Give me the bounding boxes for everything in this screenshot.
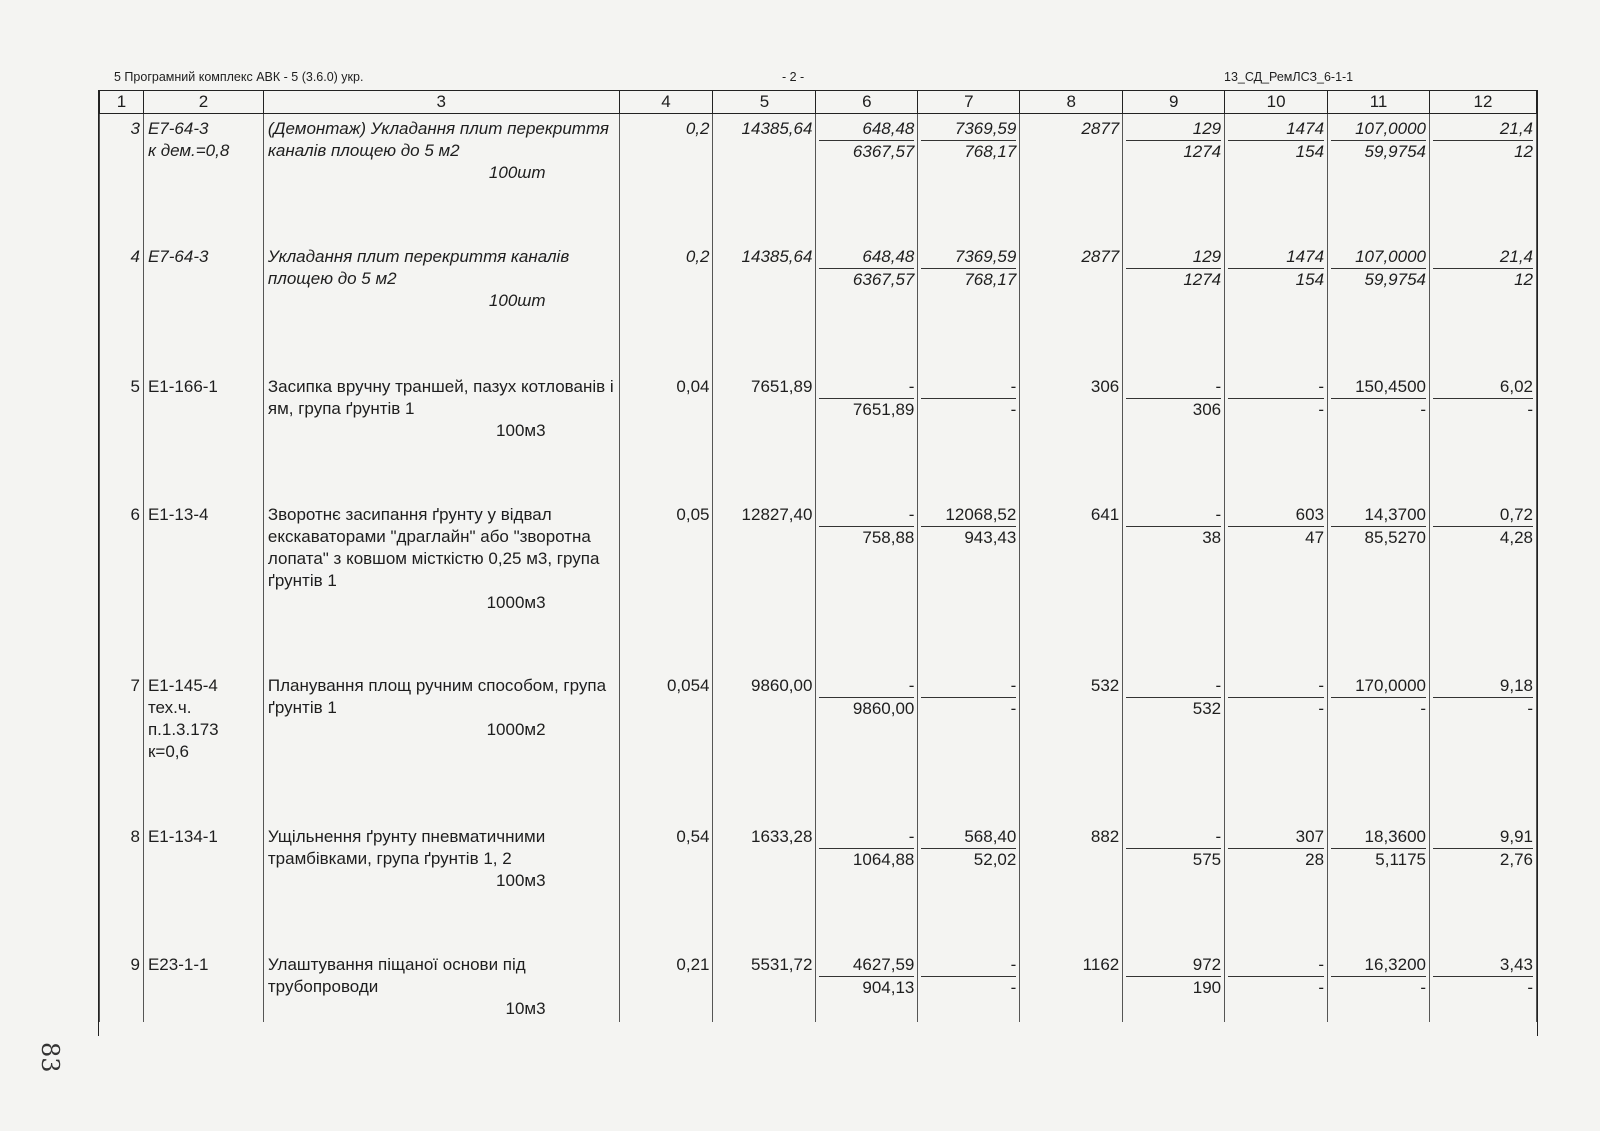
cell-bottom-value: - [1527,399,1533,419]
cell-top-value: 4627,59 [819,954,914,977]
norm-code-text: Е7-64-3 [147,246,209,266]
column-header: 11 [1328,91,1430,114]
software-header: 5 Програмний комплекс АВК - 5 (3.6.0) укр. [114,70,364,84]
cell-top-value: 7369,59 [921,246,1016,269]
unit-of-measure: 10м3 [505,998,546,1018]
unit-cost-value: 7651,89 [750,376,813,396]
column-header: 5 [713,91,816,114]
cell-bottom-value: - [1527,977,1533,997]
cell-bottom-value: 190 [1192,977,1222,997]
cost-col-6 [816,950,918,1022]
row-number-text: 8 [130,826,140,846]
row-number [100,950,144,1022]
cell-bottom-value: 1274 [1183,269,1222,289]
quantity-value: 0,054 [666,675,710,695]
cell-top-value: - [1228,675,1324,698]
quantity [619,372,713,500]
cell-top-value: 129 [1126,246,1221,269]
cell-bottom-value: - [1010,399,1017,419]
work-description-text: Ущільнення ґрунту пневматичними трамбівками, група ґрунтів 1, 2 [267,826,546,868]
column-number-row [100,91,1537,114]
total-col-8 [1020,372,1123,500]
quantity [619,950,713,1022]
cell-top-value: 107,0000 [1331,118,1426,141]
cell-bottom-value: 306 [1192,399,1222,419]
quantity-value: 0,21 [676,954,710,974]
work-description-text: (Демонтаж) Укладання плит перекриття каналів площею до 5 м2 [267,119,610,160]
cell-top-value: 7369,59 [921,118,1016,141]
cell-top-value: 107,0000 [1331,246,1426,269]
cell-bottom-value: 4,28 [1499,527,1533,547]
work-description [263,822,619,950]
work-description [263,950,619,1022]
table-row [100,822,1537,950]
column-header: 1 [100,91,144,114]
unit-cost [713,671,816,822]
quantity [619,500,713,671]
table-row [100,242,1537,372]
work-description [263,500,619,671]
cell-top-value: 21,4 [1433,246,1533,269]
cell-top-value: 9,91 [1433,826,1533,849]
cell-bottom-value: - [1318,698,1325,718]
cell-top-value: - [819,504,914,527]
labor-col-12 [1430,671,1537,822]
row-number-text: 9 [130,954,140,974]
cell-bottom-value: 575 [1192,849,1222,869]
cell-bottom-value: - [1420,399,1426,419]
column-header: 2 [143,91,263,114]
row-number-text: 5 [130,376,140,396]
work-description-text: Планування площ ручним способом, група ґрунтів 1 [267,675,607,717]
cell-bottom-value: - [1010,698,1017,718]
cell-top-value: - [819,826,914,849]
work-description-text: Улаштування піщаної основи під трубопроводи [267,954,526,996]
labor-col-11 [1328,114,1430,242]
quantity-value: 0,54 [676,826,710,846]
cell-bottom-value: 85,5270 [1364,527,1426,547]
cell-top-value: 568,40 [921,826,1016,849]
cell-top-value: 648,48 [819,246,914,269]
cost-col-6 [816,671,918,822]
labor-col-11 [1328,822,1430,950]
norm-code-text: Е23-1-1 [147,954,209,974]
cell-bottom-value: 47 [1305,527,1325,547]
unit-of-measure: 100шт [488,290,546,310]
quantity-value: 0,2 [685,119,710,138]
cost-col-6 [816,822,918,950]
cell-top-value: 6,02 [1433,376,1533,399]
cost-col-10 [1225,372,1328,500]
norm-code-text: Е1-134-1 [147,826,218,846]
cell-bottom-value: 904,13 [862,977,915,997]
cell-top-value: 14,3700 [1331,504,1426,527]
column-header: 4 [619,91,713,114]
cell-bottom-value: 6367,57 [852,142,915,161]
total-value: 2877 [1081,119,1120,138]
quantity-value: 0,04 [676,376,710,396]
unit-cost [713,242,816,372]
cell-bottom-value: 9860,00 [852,698,915,718]
total-col-8 [1020,822,1123,950]
total-value: 641 [1090,504,1120,524]
cell-top-value: 0,72 [1433,504,1533,527]
quantity [619,822,713,950]
cost-col-7 [918,500,1020,671]
column-header: 3 [263,91,619,114]
table-row [100,500,1537,671]
cell-bottom-value: 6367,57 [852,269,915,289]
cost-col-9 [1123,500,1225,671]
cell-bottom-value: - [1010,977,1017,997]
row-number-text: 6 [130,504,140,524]
cell-top-value: - [921,376,1016,399]
cell-top-value: 3,43 [1433,954,1533,977]
labor-col-11 [1328,950,1430,1022]
row-number [100,372,144,500]
cell-top-value: 603 [1228,504,1324,527]
cell-bottom-value: 28 [1305,849,1325,869]
row-number [100,500,144,671]
row-number [100,242,144,372]
cell-bottom-value: 52,02 [973,849,1017,869]
table-row [100,114,1537,242]
cost-col-6 [816,372,918,500]
total-value: 306 [1090,376,1120,396]
row-number [100,822,144,950]
norm-code [143,242,263,372]
norm-code-text: Е1-145-4 тех.ч. п.1.3.173 к=0,6 [147,675,219,761]
unit-cost-value: 14385,64 [741,119,813,138]
cost-col-7 [918,114,1020,242]
column-header: 12 [1430,91,1537,114]
cell-bottom-value: 768,17 [964,142,1017,161]
cell-bottom-value: 532 [1192,698,1222,718]
cell-top-value: 129 [1126,118,1221,141]
row-number [100,671,144,822]
cell-top-value: 1474 [1228,118,1324,141]
cost-col-9 [1123,372,1225,500]
cell-top-value: - [1126,376,1221,399]
cost-col-10 [1225,242,1328,372]
row-number [100,114,144,242]
norm-code [143,950,263,1022]
unit-cost-value: 1633,28 [750,826,813,846]
cell-top-value: - [921,954,1016,977]
cost-col-10 [1225,500,1328,671]
unit-cost-value: 12827,40 [741,504,813,524]
total-value: 532 [1090,675,1120,695]
norm-code [143,114,263,242]
unit-cost-value: 9860,00 [750,675,813,695]
cost-col-7 [918,242,1020,372]
cell-top-value: 307 [1228,826,1324,849]
labor-col-12 [1430,114,1537,242]
total-col-8 [1020,950,1123,1022]
cell-bottom-value: 154 [1295,269,1325,289]
svg-text:83: 83 [36,1042,64,1073]
unit-cost [713,372,816,500]
cell-top-value: 972 [1126,954,1221,977]
unit-of-measure: 100м3 [496,870,546,890]
row-number-text: 7 [130,675,140,695]
cell-top-value: - [1228,376,1324,399]
total-value: 2877 [1081,246,1120,266]
norm-code [143,671,263,822]
total-col-8 [1020,500,1123,671]
unit-cost [713,114,816,242]
cell-bottom-value: - [1318,977,1325,997]
cell-top-value: 1474 [1228,246,1324,269]
cell-bottom-value: 12 [1514,269,1533,289]
unit-cost [713,822,816,950]
cell-bottom-value: 768,17 [964,269,1017,289]
cost-col-10 [1225,671,1328,822]
cell-top-value: 18,3600 [1331,826,1426,849]
cost-col-10 [1225,114,1328,242]
quantity [619,114,713,242]
column-header: 9 [1123,91,1225,114]
labor-col-11 [1328,242,1430,372]
cell-bottom-value: 7651,89 [852,399,915,419]
norm-code [143,372,263,500]
labor-col-11 [1328,500,1430,671]
labor-col-12 [1430,822,1537,950]
norm-code-text: Е7-64-3 к дем.=0,8 [147,119,230,160]
total-col-8 [1020,242,1123,372]
cost-col-7 [918,671,1020,822]
unit-cost [713,500,816,671]
column-header: 7 [918,91,1020,114]
column-header: 6 [816,91,918,114]
cell-top-value: - [1126,675,1221,698]
cost-col-7 [918,822,1020,950]
norm-code [143,500,263,671]
cost-col-6 [816,114,918,242]
column-header: 10 [1225,91,1328,114]
table-row [100,950,1537,1022]
total-value: 1162 [1082,954,1120,974]
unit-of-measure: 100м3 [496,420,546,440]
unit-cost-value: 5531,72 [750,954,813,974]
work-description-text: Зворотнє засипання ґрунту у відвал екскаваторами "драглайн" або "зворотна лопата" з ковшом місткістю 0,25 м3, група ґрунтів 1 [267,504,600,590]
cell-top-value: - [819,376,914,399]
cost-col-6 [816,500,918,671]
cost-col-9 [1123,242,1225,372]
cell-bottom-value: 943,43 [964,527,1017,547]
handwritten-page-number [14,1036,64,1086]
table-row [100,372,1537,500]
cell-bottom-value: 59,9754 [1364,269,1426,289]
cell-bottom-value: 1274 [1183,142,1222,161]
cell-bottom-value: 5,1175 [1375,849,1426,869]
cell-bottom-value: 59,9754 [1364,142,1426,161]
cost-col-10 [1225,822,1328,950]
cell-bottom-value: 12 [1514,142,1533,161]
labor-col-11 [1328,671,1430,822]
cost-col-10 [1225,950,1328,1022]
cell-top-value: 21,4 [1433,118,1533,141]
page-number: - 2 - [782,70,805,84]
cell-bottom-value: 2,76 [1499,849,1533,869]
labor-col-11 [1328,372,1430,500]
unit-cost-value: 14385,64 [741,246,813,266]
cell-bottom-value: - [1527,698,1533,718]
labor-col-12 [1430,372,1537,500]
cost-col-9 [1123,822,1225,950]
labor-col-12 [1430,500,1537,671]
norm-code-text: Е1-166-1 [147,376,218,396]
work-description-text: Укладання плит перекриття каналів площею до 5 м2 [267,246,570,288]
total-value: 882 [1090,826,1120,846]
work-description [263,114,619,242]
total-col-8 [1020,671,1123,822]
norm-code-text: Е1-13-4 [147,504,209,524]
cell-top-value: 16,3200 [1331,954,1426,977]
cell-top-value: - [1126,826,1221,849]
cell-top-value: - [921,675,1016,698]
cell-top-value: 12068,52 [921,504,1016,527]
cost-col-7 [918,950,1020,1022]
quantity [619,242,713,372]
labor-col-12 [1430,950,1537,1022]
cost-col-9 [1123,671,1225,822]
cell-bottom-value: - [1420,977,1426,997]
cell-bottom-value: 1064,88 [852,849,915,869]
work-description [263,242,619,372]
cell-top-value: 648,48 [819,118,914,141]
cost-col-7 [918,372,1020,500]
cell-top-value: - [1126,504,1221,527]
cost-col-9 [1123,114,1225,242]
column-header: 8 [1020,91,1123,114]
table-row [100,671,1537,822]
quantity-value: 0,05 [676,504,710,524]
cell-top-value: - [819,675,914,698]
labor-col-12 [1430,242,1537,372]
work-description-text: Засипка вручну траншей, пазух котлованів і ям, група ґрунтів 1 [267,376,614,418]
quantity-value: 0,2 [685,246,710,266]
row-number-text: 3 [130,119,140,138]
unit-of-measure: 1000м2 [486,719,546,739]
estimate-table-frame [98,90,1538,1036]
work-description [263,372,619,500]
norm-code [143,822,263,950]
cell-top-value: 9,18 [1433,675,1533,698]
unit-cost [713,950,816,1022]
cell-bottom-value: 38 [1202,527,1222,547]
cell-bottom-value: 154 [1295,142,1325,161]
document-code: 13_СД_РемЛСЗ_6-1-1 [1224,70,1354,84]
row-number-text: 4 [130,246,140,266]
cost-col-6 [816,242,918,372]
unit-of-measure: 1000м3 [486,592,546,612]
cell-bottom-value: - [1318,399,1325,419]
cell-bottom-value: - [1420,698,1426,718]
total-col-8 [1020,114,1123,242]
work-description [263,671,619,822]
cell-bottom-value: 758,88 [862,527,915,547]
estimate-table [99,90,1537,1022]
cost-col-9 [1123,950,1225,1022]
cell-top-value: 170,0000 [1331,675,1426,698]
cell-top-value: 150,4500 [1331,376,1426,399]
quantity [619,671,713,822]
cell-top-value: - [1228,954,1324,977]
unit-of-measure: 100шт [488,163,546,182]
